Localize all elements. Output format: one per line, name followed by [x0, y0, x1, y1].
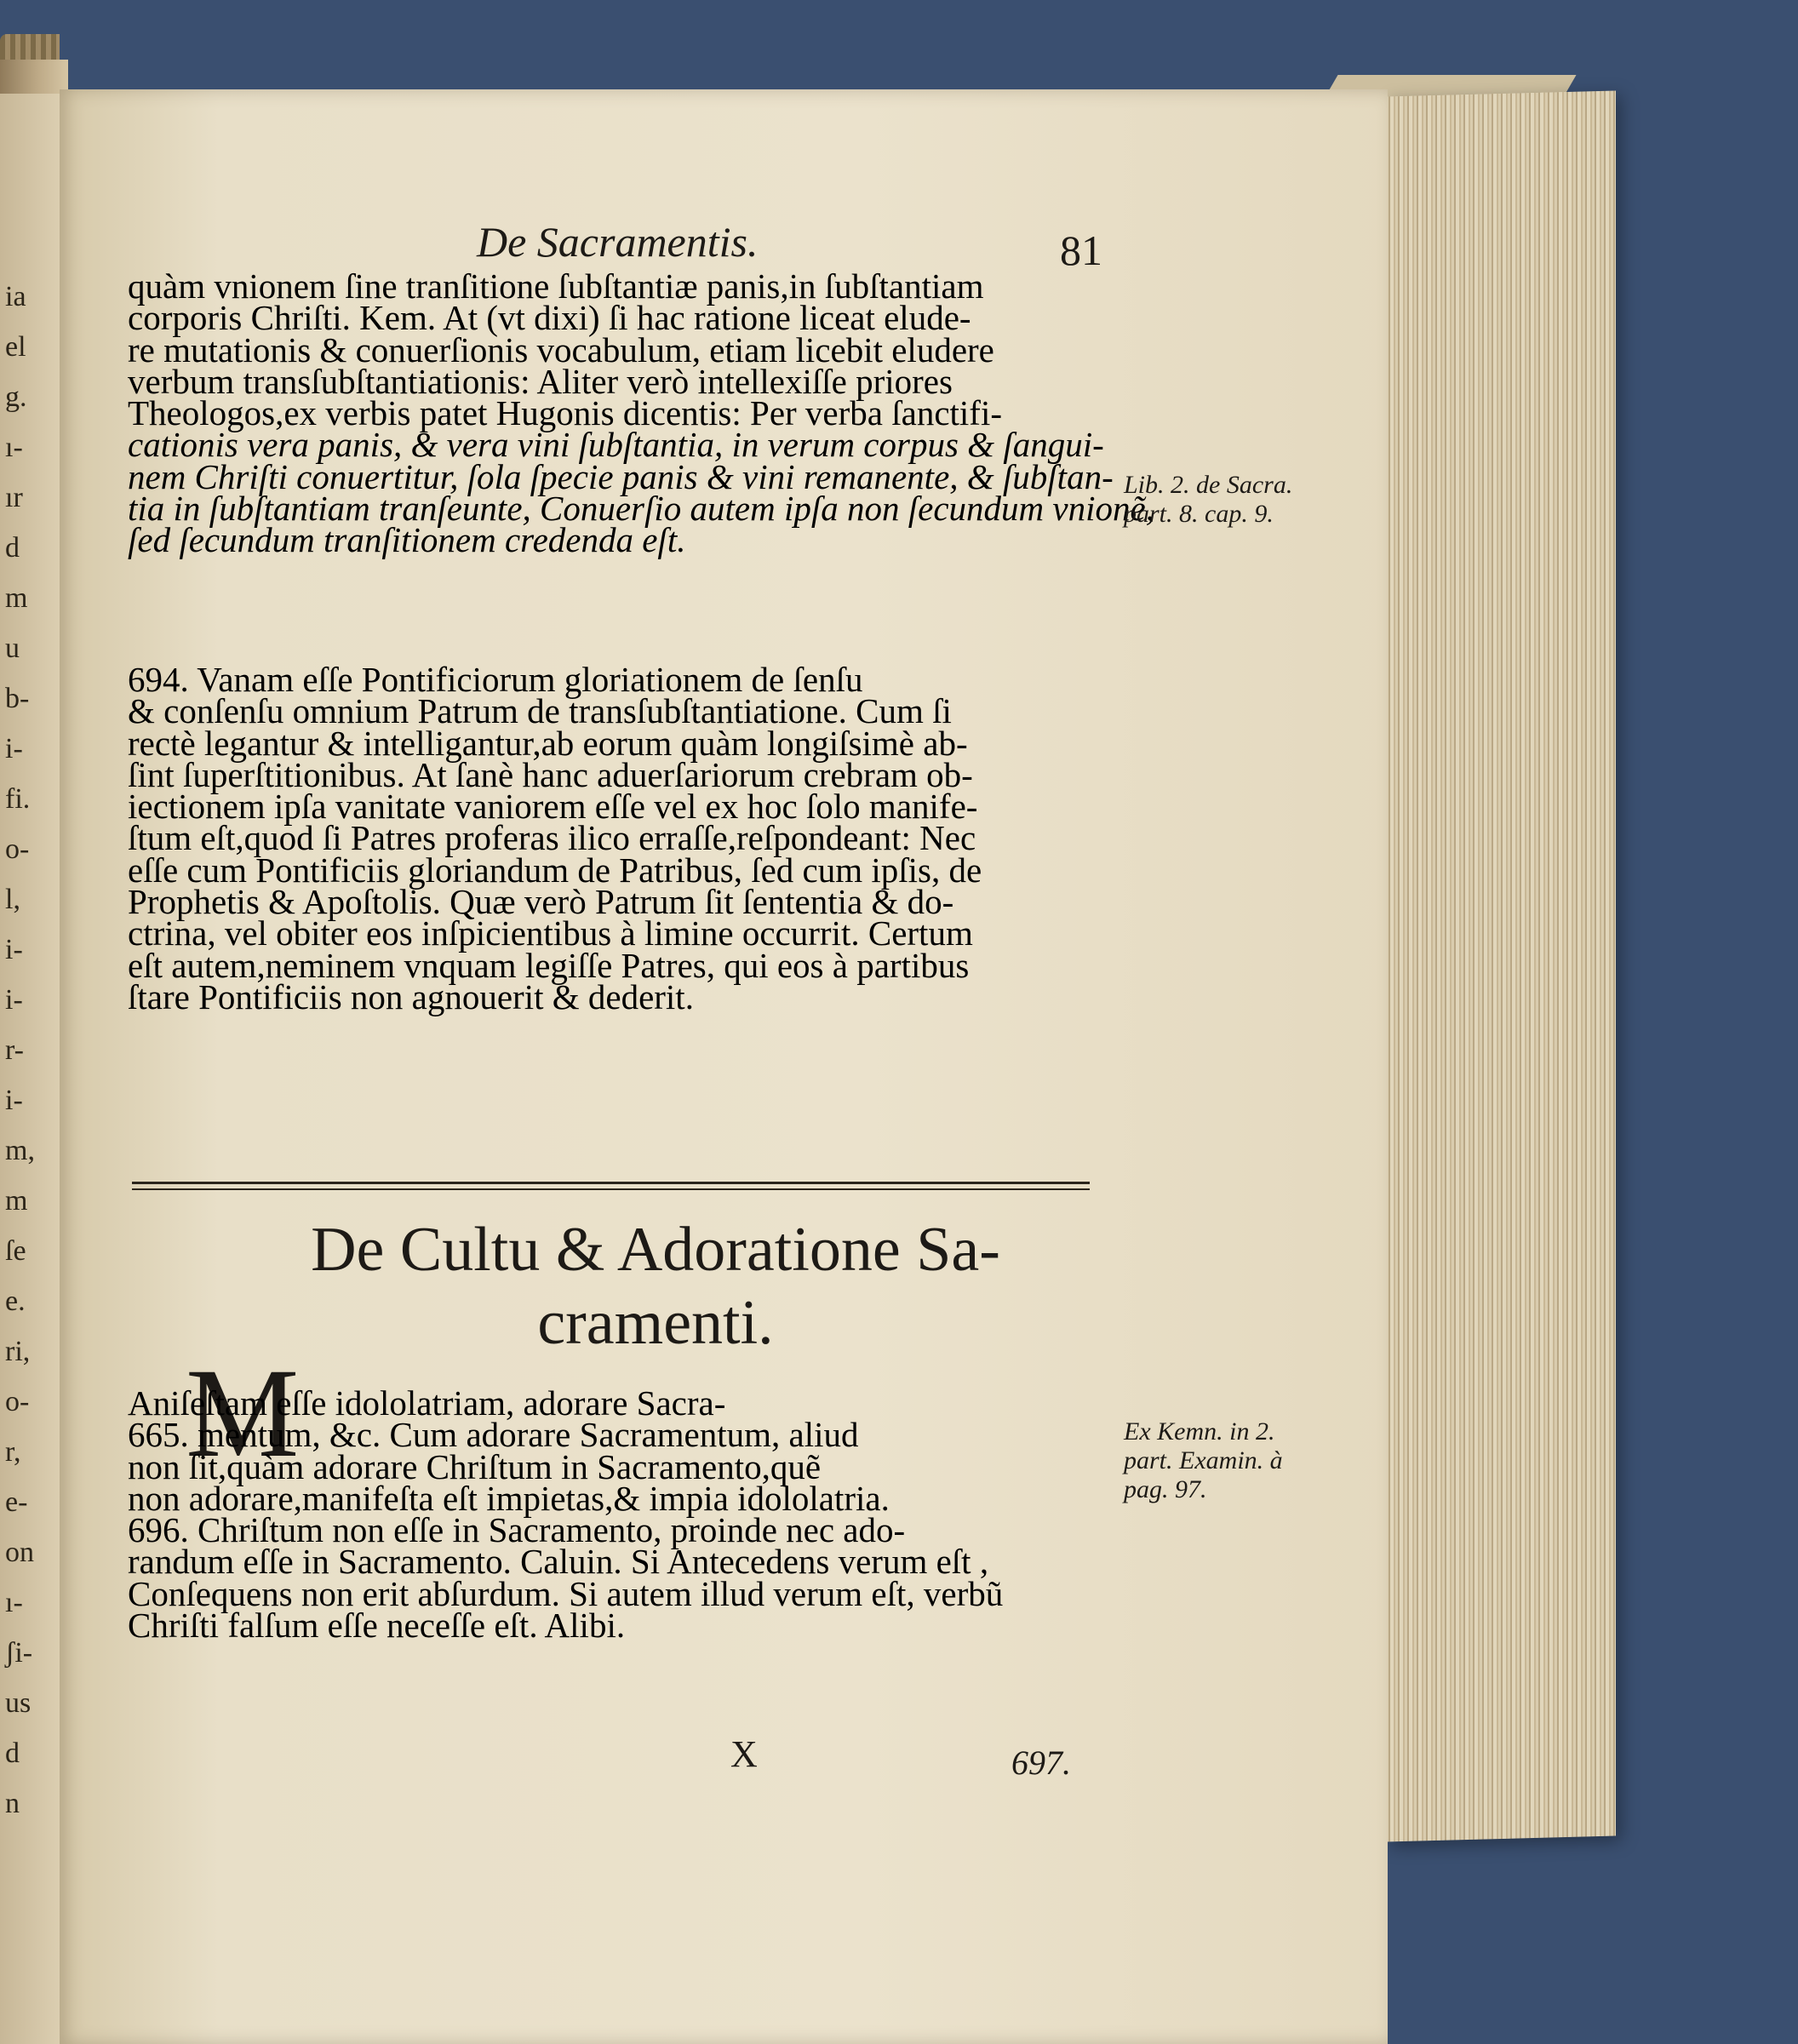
section-rule-top — [132, 1182, 1090, 1184]
left-page-fragment: ı- — [5, 1587, 23, 1618]
left-page-fragment: d — [5, 1738, 20, 1769]
left-page-fragment: ʃi- — [5, 1637, 33, 1669]
page-fore-edge — [1386, 90, 1616, 1841]
page-number: 81 — [1060, 226, 1102, 274]
text-line: 696. Chriſtum non eſſe in Sacramento, proinde nec ado- — [128, 1510, 906, 1550]
text-block-694 — [128, 660, 1124, 1016]
left-page-fragment: ır — [5, 482, 23, 513]
left-page-fragment: b- — [5, 683, 30, 714]
text-line: corporis Chriſti. Kem. At (vt dixi) ſi hac ratione liceat elude- — [128, 298, 971, 338]
margin-note-line: part. 8. cap. 9. — [1124, 500, 1274, 528]
text-line: Chriſti falſum eſſe neceſſe eſt. Alibi. — [128, 1606, 626, 1646]
text-line: randum eſſe in Sacramento. Caluin. Si Antecedens verum eſt , — [128, 1542, 989, 1582]
section-title-line: De Cultu & Adoratione Sa- — [311, 1215, 1000, 1285]
margin-note-hugo — [1124, 471, 1292, 529]
left-page-fragment: fi. — [5, 783, 31, 815]
text-line: eſſe cum Pontificiis gloriandum de Patribus, ſed cum ipſis, de — [128, 850, 982, 890]
text-line: quàm vnionem ſine tranſitione ſubſtantiæ panis,in ſubſtantiam — [128, 266, 984, 306]
text-line: Conſequens non erit abſurdum. Si autem illud verum eſt, verbũ — [128, 1573, 1004, 1613]
running-header — [477, 217, 1158, 274]
text-line: re mutationis & conuerſionis vocabulum, etiam licebit eludere — [128, 329, 994, 369]
text-line: rectè legantur & intelligantur,ab eorum quàm longiſsimè ab- — [128, 723, 968, 763]
left-page-fragment: i- — [5, 934, 23, 965]
text-line: non adorare,manifeſta eſt impietas,& impia idololatria. — [128, 1478, 890, 1518]
text-line: Aniſeſtam eſſe idololatriam, adorare Sacra- — [128, 1383, 726, 1423]
margin-note-line: Ex Kemn. in 2. — [1124, 1417, 1275, 1446]
drop-capital: M — [186, 1343, 300, 1484]
left-page-fragment: m — [5, 1185, 28, 1217]
left-page-fragment: e. — [5, 1285, 26, 1317]
left-page-fragment: d — [5, 532, 20, 564]
left-page-fragment: ſe — [5, 1235, 26, 1267]
left-page-fragment: us — [5, 1687, 31, 1719]
left-page-fragment: on — [5, 1537, 34, 1568]
left-page-fragment: l, — [5, 884, 20, 915]
left-page-fragment: o- — [5, 1386, 30, 1417]
left-page-fragment: ı- — [5, 432, 23, 463]
left-page-fragment: i- — [5, 733, 23, 764]
left-page-fragment: i- — [5, 984, 23, 1016]
left-page-fragment: g. — [5, 381, 27, 413]
text-line: iectionem ipſa vanitate vaniorem eſſe vel ex hoc ſolo manife- — [128, 787, 978, 827]
left-page-fragment: r- — [5, 1034, 24, 1066]
text-line: ſtare Pontificiis non agnouerit & dederit. — [128, 976, 694, 1016]
text-line: 665. mentum, &c. Cum adorare Sacramentum, aliud — [128, 1415, 859, 1455]
text-line: nem Chriſti conuertitur, ſola ſpecie panis & vini remanente, & ſubſtan- — [128, 456, 1114, 496]
left-page-fragment: e- — [5, 1486, 28, 1518]
text-line: ſint ſuperſtitionibus. At ſanè hanc aduerſariorum crebram ob- — [128, 754, 973, 794]
margin-note-line: Lib. 2. de Sacra. — [1124, 471, 1293, 499]
left-page-fragment: r, — [5, 1436, 21, 1468]
section-title-line: cramenti. — [537, 1288, 774, 1358]
left-page-fragment: o- — [5, 833, 30, 865]
text-block-665 — [128, 1383, 1124, 1646]
section-title — [238, 1213, 1073, 1360]
signature-mark: X — [730, 1733, 758, 1775]
left-page-fragment: m, — [5, 1135, 35, 1166]
left-page-fragment: ia — [5, 281, 26, 312]
left-page-fragment: u — [5, 633, 20, 664]
text-line: verbum transſubſtantiationis: Aliter verò intellexiſſe priores — [128, 361, 953, 401]
text-line: Prophetis & Apoſtolis. Quæ verò Patrum ſit ſententia & do- — [128, 882, 954, 922]
text-line: eſt autem,neminem vnquam legiſſe Patres, qui eos à partibus — [128, 945, 970, 985]
text-line: ſtum eſt,quod ſi Patres proferas ilico erraſſe,reſpondeant: Nec — [128, 818, 976, 858]
margin-note-kemnitz — [1124, 1417, 1283, 1504]
text-line: non ſit,quàm adorare Chriſtum in Sacramento,quẽ — [128, 1446, 822, 1486]
text-line: & conſenſu omnium Patrum de transſubſtantiatione. Cum ſi — [128, 691, 952, 731]
left-page-fragment: el — [5, 331, 26, 363]
text-line: cationis vera panis, & vera vini ſubſtantia, in verum corpus & ſangui- — [128, 425, 1104, 465]
left-page-edge — [0, 94, 64, 2044]
catchword: 697. — [1011, 1743, 1071, 1782]
margin-note-line: part. Examin. à — [1124, 1446, 1283, 1474]
margin-note-line: pag. 97. — [1124, 1475, 1207, 1503]
text-line: ſed ſecundum tranſitionem credenda eſt. — [128, 520, 686, 560]
text-block-top — [128, 266, 1154, 560]
left-page-fragment: ri, — [5, 1336, 31, 1367]
text-line: tia in ſubſtantiam tranſeunte, Conuerſio autem ipſa non ſecundum vnionẽ, — [128, 489, 1154, 529]
running-title: De Sacramentis. — [477, 218, 759, 266]
text-line: 694. Vanam eſſe Pontificiorum gloriationem de ſenſu — [128, 660, 863, 699]
section-rule-bottom — [132, 1188, 1090, 1190]
text-line: Theologos,ex verbis patet Hugonis dicentis: Per verba ſanctifi- — [128, 393, 1003, 433]
left-page-fragment: m — [5, 582, 28, 614]
left-page-fragment: i- — [5, 1085, 23, 1116]
text-line: ctrina, vel obiter eos inſpicientibus à limine occurrit. Certum — [128, 913, 973, 953]
left-page-fragment: n — [5, 1788, 20, 1819]
